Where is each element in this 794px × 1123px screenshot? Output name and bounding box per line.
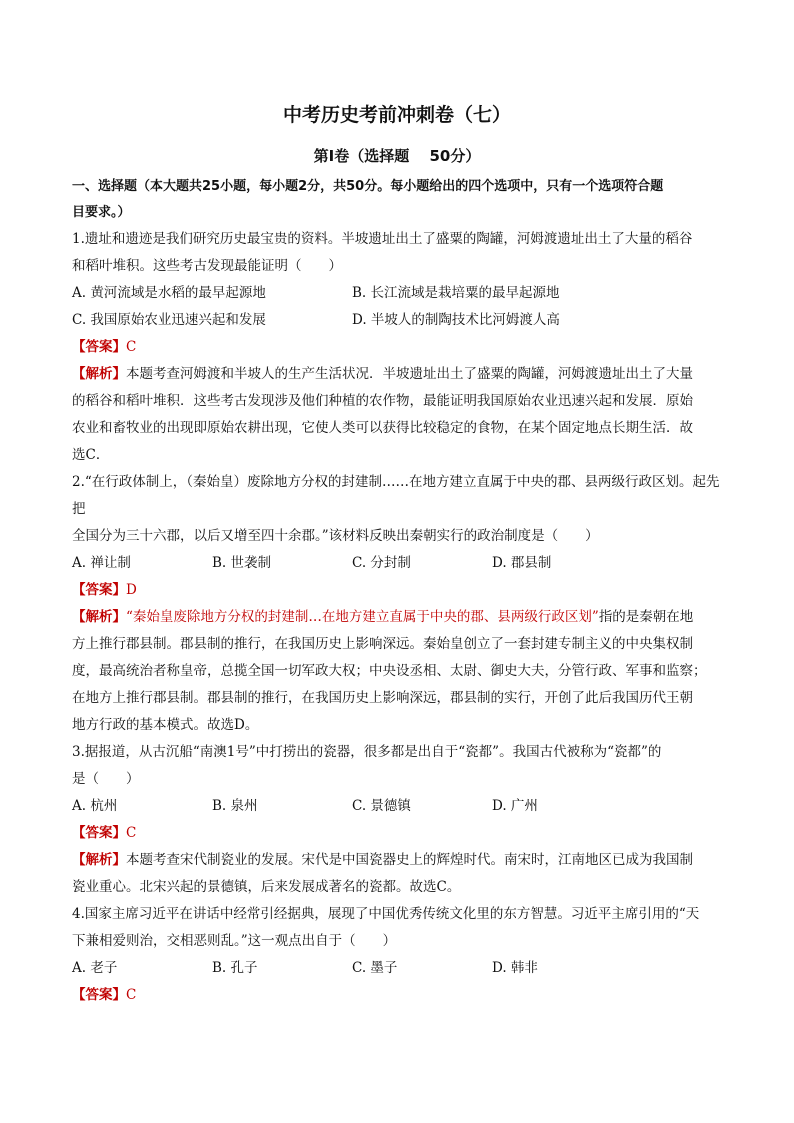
question-3-stem-line1: 3.据报道，从古沉船“南澳1号”中打捞出的瓷器，很多都是出自于“瓷都”。我国古代被称为“瓷都”的	[72, 744, 662, 760]
question-1-analysis-line4: 选C．	[72, 447, 110, 463]
question-3-option-c: C. 景德镇	[352, 798, 411, 814]
question-2-stem-line2: 全国分为三十六郡，以后又增至四十余郡。”该材料反映出秦朝实行的政治制度是（ ）	[72, 528, 599, 544]
question-4-option-d: D. 韩非	[492, 960, 538, 976]
question-2-option-b: B. 世袭制	[212, 555, 272, 571]
question-1-stem-line1: 1.遗址和遗迹是我们研究历史最宝贵的资料。半坡遗址出土了盛粟的陶罐，河姆渡遗址出土了大量的稻谷	[72, 231, 693, 247]
question-3	[72, 739, 722, 901]
question-2-options	[72, 550, 722, 577]
question-2	[72, 469, 722, 739]
question-2-analysis: 【解析】“秦始皇废除地方分权的封建制…在地方建立直属于中央的郡、县两级行政区划”指的是秦朝在地	[72, 609, 694, 625]
question-4-option-b: B. 孔子	[212, 960, 258, 976]
section-subtitle: 第Ⅰ卷（选择题 50分）	[313, 147, 481, 165]
question-4	[72, 901, 722, 1009]
question-1-answer: 【答案】C	[72, 339, 137, 355]
question-4-stem-line2: 下兼相爱则治，交相恶则乱。”这一观点出自于（ ）	[72, 933, 397, 949]
question-3-answer: 【答案】C	[72, 825, 137, 841]
question-1-analysis-line3: 农业和畜牧业的出现即原始农耕出现，它使人类可以获得比较稳定的食物，在某个固定地点长期生活．故	[72, 420, 693, 436]
question-1-analysis-line2: 的稻谷和稻叶堆积．这些考古发现涉及他们种植的农作物，最能证明我国原始农业迅速兴起和发展．原始	[72, 393, 693, 409]
question-3-option-a: A. 杭州	[72, 798, 118, 814]
question-1-option-a: A. 黄河流域是水稻的最早起源地	[72, 285, 266, 301]
question-2-analysis-line4: 在地方上推行郡县制。郡县制的推行，在我国历史上影响深远，郡县制的实行，开创了此后我国历代王朝	[72, 690, 693, 706]
question-1-analysis: 【解析】本题考查河姆渡和半坡人的生产生活状况．半坡遗址出土了盛粟的陶罐，河姆渡遗址出土了大量	[72, 366, 693, 382]
question-2-analysis-line3: 度，最高统治者称皇帝，总揽全国一切军政大权；中央设丞相、太尉、御史大夫，分管行政、军事和监察；	[72, 663, 707, 679]
question-1-options-row2	[72, 307, 722, 334]
question-3-options	[72, 793, 722, 820]
question-3-analysis: 【解析】本题考查宋代制瓷业的发展。宋代是中国瓷器史上的辉煌时代。南宋时，江南地区已成为我国制	[72, 852, 693, 868]
question-4-stem-line1: 4.国家主席习近平在讲话中经常引经据典，展现了中国优秀传统文化里的东方智慧。习近平主席引用的“天	[72, 906, 700, 922]
question-1	[72, 226, 722, 469]
question-4-options	[72, 955, 722, 982]
question-3-analysis-line2: 瓷业重心。北宋兴起的景德镇，后来发展成著名的瓷都。故选C。	[72, 879, 461, 895]
question-1-stem-line2: 和稻叶堆积。这些考古发现最能证明（ ）	[72, 258, 342, 274]
exam-page	[72, 100, 722, 1009]
question-1-option-c: C. 我国原始农业迅速兴起和发展	[72, 312, 266, 328]
question-2-analysis-line2: 方上推行郡县制。郡县制的推行，在我国历史上影响深远。秦始皇创立了一套封建专制主义的中央集权制	[72, 636, 693, 652]
section-instructions: 一、选择题（本大题共25小题，每小题2分，共50分。每小题给出的四个选项中，只有一个选项符合题 目要求。）	[72, 179, 664, 220]
question-2-stem-line1: 2.“在行政体制上，（秦始皇）废除地方分权的封建制……在地方建立直属于中央的郡、县两级行政区划。起先把	[72, 474, 720, 517]
question-1-options-row1	[72, 280, 722, 307]
question-1-option-d: D. 半坡人的制陶技术比河姆渡人高	[352, 312, 560, 328]
question-1-option-b: B. 长江流域是栽培粟的最早起源地	[352, 285, 560, 301]
question-2-analysis-line5: 地方行政的基本模式。故选D。	[72, 717, 259, 733]
question-2-option-a: A. 禅让制	[72, 555, 131, 571]
page-title: 中考历史考前冲刺卷（七）	[282, 104, 511, 126]
question-3-stem-line2: 是（ ）	[72, 771, 140, 787]
question-4-option-c: C. 墨子	[352, 960, 398, 976]
question-2-answer: 【答案】D	[72, 582, 137, 598]
question-3-option-b: B. 泉州	[212, 798, 258, 814]
question-4-answer: 【答案】C	[72, 987, 137, 1003]
question-4-option-a: A. 老子	[72, 960, 118, 976]
question-2-option-c: C. 分封制	[352, 555, 411, 571]
question-3-option-d: D. 广州	[492, 798, 538, 814]
question-2-option-d: D. 郡县制	[492, 555, 552, 571]
